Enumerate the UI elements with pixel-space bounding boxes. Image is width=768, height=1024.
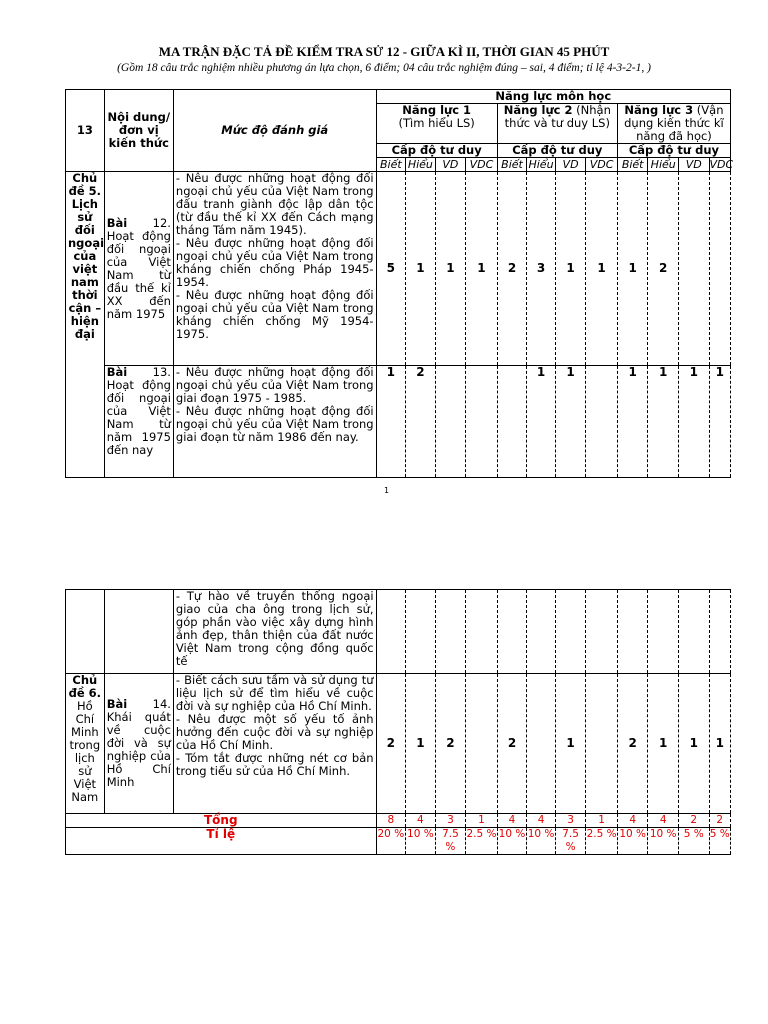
lesson12-label: Bài [106,215,128,230]
sub-col-vd: VD [435,158,466,172]
sub-col-hieu: Hiểu [406,158,436,172]
sub-col-vd: VD [555,158,586,172]
lesson14-value [466,674,498,814]
ratio-value: 5 % [709,828,730,855]
ratio-value: 7.5 % [435,828,466,855]
sub-col-vdc: VDC [586,158,618,172]
lesson14-value: 1 [555,674,586,814]
ratio-value: 10 % [527,828,556,855]
lesson12-desc: - Nêu được những hoạt động đối ngoại chủ yếu của Việt Nam trong đấu tranh giành độc lập dân tộc (từ đầu thế kỉ XX đến Cách mạng tháng Tám năm 1945). - Nêu được những hoạt động đối ngoại chủ yếu của Việt Nam trong kháng chiến chống Pháp 1945-1954. - Nêu được những hoạt động đối ngoại chủ yếu của Việt Nam trong kháng chiến chống Mỹ 1954-1975. [173,172,376,366]
nl3-sub: (Vận dụng kiến thức kĩ năng đã học) [624,103,724,143]
total-value: 4 [406,814,436,828]
empty-cell [527,590,556,674]
total-value: 4 [527,814,556,828]
total-value: 4 [497,814,527,828]
empty-cell [104,590,173,674]
lesson14-value [527,674,556,814]
lesson13-value [586,366,618,478]
sub-col-biet: Biết [617,158,648,172]
continued-desc: - Tự hào về truyền thống ngoại giao của cha ông trong lịch sử, góp phần vào việc xây dựng hình ảnh đẹp, thân thiện của đất nước Việt Nam trong cộng đồng quốc tế [173,590,376,674]
nl2-sub: (Nhận thức và tư duy LS) [504,103,611,130]
lesson12-title: Hoạt động đối ngoại của Việt Nam từ đầu thế kỉ XX đến năm 1975 [106,228,171,321]
thinking-level-1: Cấp độ tư duy [376,144,497,158]
ratio-value: 2.5 % [586,828,618,855]
lesson12-value: 1 [617,172,648,366]
nl1-sub: (Tìm hiểu LS) [398,116,475,130]
empty-cell [497,590,527,674]
topic6-title: Chủ đề 6. [68,673,102,700]
lesson13-value: 1 [527,366,556,478]
total-label: Tổng [66,814,377,828]
lesson14-value [586,674,618,814]
total-value: 3 [555,814,586,828]
lesson14-value: 1 [709,674,730,814]
sub-col-hieu: Hiểu [528,158,554,171]
lesson13-title: Hoạt động đối ngoại của Việt Nam từ năm 1975 đến nay [106,378,171,457]
lesson14-num: 14. [127,697,171,711]
ratio-value: 10 % [648,828,679,855]
lesson12-value: 2 [497,172,527,366]
page-number: 1 [384,486,390,495]
lesson14-label: Bài [106,697,128,711]
sub-col-hieu: Hiểu [648,158,679,172]
empty-cell [709,590,730,674]
lesson14-title: Khái quát về cuộc đời và sự nghiệp của Hồ Chí Minh [106,710,171,789]
lesson14-value: 1 [678,674,709,814]
lesson13-value [466,366,498,478]
empty-cell [66,590,105,674]
sub-col-vdc: VDC [466,158,498,172]
matrix-table-page2 [65,589,731,855]
ratio-value: 2.5 % [466,828,498,855]
empty-cell [435,590,466,674]
lesson14-value: 2 [617,674,648,814]
grade-cell: 13 [66,90,105,172]
empty-cell [648,590,679,674]
level-col-header: Mức độ đánh giá [173,90,376,172]
thinking-level-3: Cấp độ tư duy [617,144,730,158]
total-value: 1 [586,814,618,828]
lesson12-value: 1 [435,172,466,366]
sub-col-biet: Biết [497,158,527,172]
empty-cell [586,590,618,674]
empty-cell [406,590,436,674]
lesson12-value [709,172,730,366]
nl2-title: Năng lực 2 [503,103,573,117]
lesson13-num: 13. [127,365,171,379]
lesson14-cell [104,674,173,814]
lesson12-value: 1 [555,172,586,366]
thinking-level-2: Cấp độ tư duy [497,144,617,158]
ratio-value: 10 % [617,828,648,855]
nl3-header [617,104,730,144]
page-subtitle: (Gồm 18 câu trắc nghiệm nhiều phương án lựa chọn, 6 điểm; 04 câu trắc nghiệm đúng – sai, 4 điểm; tỉ lệ 4-3-2-1, ) [117,62,651,74]
ratio-value: 5 % [678,828,709,855]
ratio-value: 20 % [376,828,406,855]
lesson13-value: 1 [617,366,648,478]
empty-cell [376,590,406,674]
lesson14-value: 1 [406,674,436,814]
lesson12-value: 2 [648,172,679,366]
total-value: 2 [678,814,709,828]
lesson12-cell [104,172,173,366]
topic5-text: Chủ đề 5. Lịch sử đối ngoại của việt nam thời cận – hiện đại [68,171,105,341]
lesson12-value: 5 [376,172,406,366]
sub-col-vdc: VDC [709,158,734,171]
ratio-value: 10 % [497,828,527,855]
ratio-label: Tỉ lệ [66,828,377,855]
total-value: 3 [435,814,466,828]
lesson13-value [435,366,466,478]
lesson13-label: Bài [106,365,128,379]
lesson13-value: 1 [555,366,586,478]
lesson13-value: 1 [376,366,406,478]
lesson14-value: 2 [376,674,406,814]
empty-cell [466,590,498,674]
total-value: 8 [376,814,406,828]
sub-col-vd: VD [678,158,709,172]
page-title: MA TRẬN ĐẶC TẢ ĐỀ KIỂM TRA SỬ 12 - GIỮA KÌ II, THỜI GIAN 45 PHÚT [158,44,610,59]
lesson12-value: 1 [586,172,618,366]
total-value: 4 [617,814,648,828]
empty-cell [617,590,648,674]
total-value: 1 [466,814,498,828]
nl3-title: Năng lực 3 [624,103,694,117]
lesson13-value: 1 [648,366,679,478]
lesson14-value: 1 [648,674,679,814]
topic6-text: Hồ Chí Minh trong lịch sử Việt Nam [69,699,101,804]
ratio-value: 10 % [406,828,436,855]
content-col-header: Nội dung/ đơn vị kiến thức [104,90,173,172]
lesson13-value: 2 [406,366,436,478]
sub-col-biet: Biết [376,158,406,172]
lesson12-value: 1 [406,172,436,366]
lesson12-num: 12. [127,215,171,230]
competency-group-header: Năng lực môn học [376,90,730,104]
nl1-title: Năng lực 1 [402,103,472,117]
topic5-cell [66,172,105,478]
nl2-header [497,104,617,144]
lesson14-desc: - Biết cách sưu tầm và sử dụng tư liệu lịch sử để tìm hiểu về cuộc đời và sự nghiệp của Hồ Chí Minh. - Nêu được một số yếu tố ảnh hưởng đến cuộc đời và sự nghiệp của Hồ Chí Minh. - Tóm tắt được những nét cơ bản trong tiểu sử của Hồ Chí Minh. [173,674,376,814]
lesson13-value: 1 [678,366,709,478]
empty-cell [678,590,709,674]
ratio-value: 7.5 % [555,828,586,855]
lesson14-value: 2 [435,674,466,814]
lesson12-value: 3 [527,172,556,366]
lesson13-desc: - Nêu được những hoạt động đối ngoại chủ yếu của Việt Nam trong giai đoạn 1975 - 1985. - Nêu được những hoạt động đối ngoại chủ yếu của Việt Nam trong giai đoạn từ năm 1986 đến nay. [173,366,376,478]
lesson13-cell [104,366,173,478]
lesson13-value: 1 [709,366,730,478]
lesson12-value: 1 [466,172,498,366]
lesson13-value [497,366,527,478]
empty-cell [555,590,586,674]
nl1-header [376,104,497,144]
lesson12-value [678,172,709,366]
total-value: 2 [709,814,730,828]
total-value: 4 [648,814,679,828]
topic6-cell [66,674,105,814]
matrix-table-page1 [65,89,734,478]
lesson14-value: 2 [497,674,527,814]
